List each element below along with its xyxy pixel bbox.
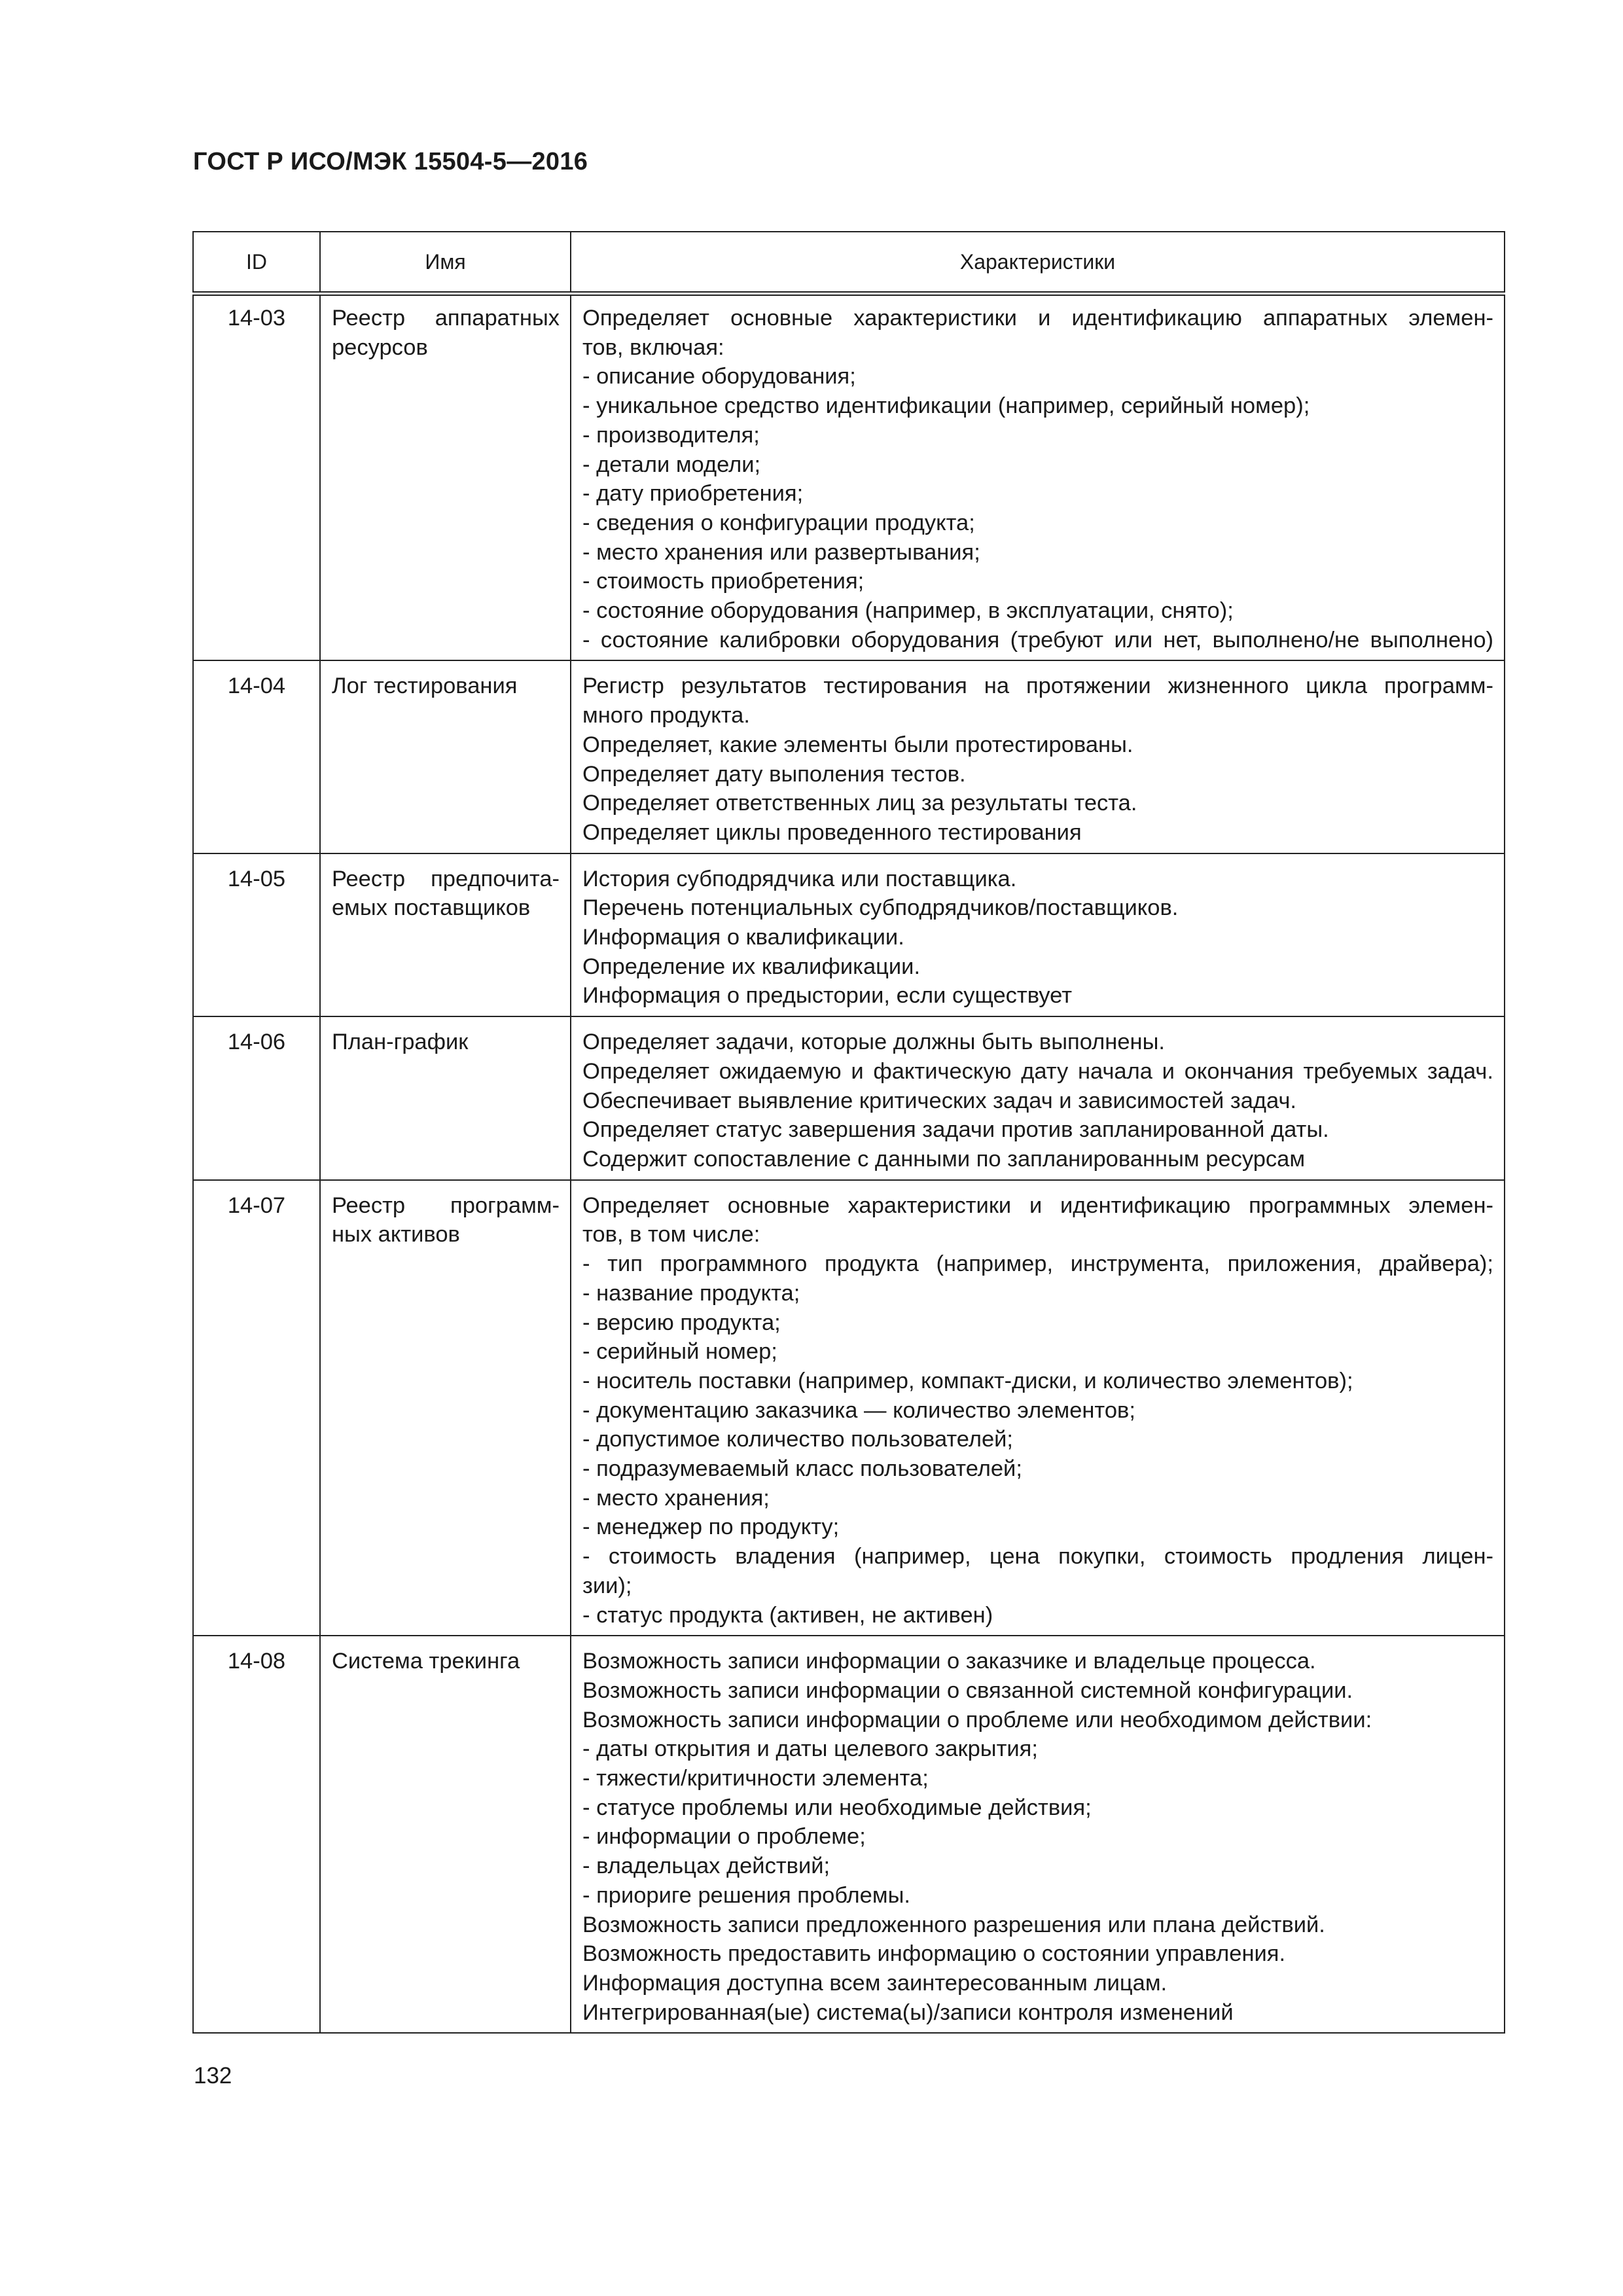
characteristics-line: Содержит сопоставление с данными по запланированным ресурсам bbox=[582, 1146, 1306, 1172]
characteristics-line: Информация о квалификации. bbox=[582, 925, 904, 950]
row-id: 14-03 bbox=[193, 294, 320, 661]
characteristics-line: - серийный номер; bbox=[582, 1339, 777, 1365]
characteristics-line: Перечень потенциальных субподрядчиков/поставщиков. bbox=[582, 895, 1179, 921]
row-name: Лог тестирования bbox=[320, 660, 571, 853]
table-row bbox=[193, 660, 1505, 853]
characteristics-line: - состояние оборудования (например, в эксплуатации, снято); bbox=[582, 598, 1234, 624]
characteristics-line: - статусе проблемы или необходимые действия; bbox=[582, 1795, 1092, 1820]
characteristics-line: - описание оборудования; bbox=[582, 364, 856, 389]
row-name: Реестр аппаратных ресурсов bbox=[320, 294, 571, 661]
characteristics-line: - стоимость владения (например, цена покупки, стоимость продления лицен- bbox=[582, 1544, 1493, 1570]
row-name: Система трекинга bbox=[320, 1636, 571, 2033]
characteristics-line: Возможность записи информации о заказчике и владельце процесса. bbox=[582, 1649, 1316, 1674]
characteristics-line: много продукта. bbox=[582, 703, 750, 728]
work-products-table bbox=[192, 231, 1505, 2034]
characteristics-line: - подразумеваемый класс пользователей; bbox=[582, 1456, 1022, 1482]
characteristics-line: - документацию заказчика — количество элементов; bbox=[582, 1397, 1135, 1423]
characteristics-line: Определяет дату выполения тестов. bbox=[582, 761, 966, 787]
characteristics-line: - место хранения или развертывания; bbox=[582, 539, 980, 565]
characteristics-line: - даты открытия и даты целевого закрытия; bbox=[582, 1736, 1038, 1762]
characteristics-line: - допустимое количество пользователей; bbox=[582, 1427, 1014, 1452]
table-row bbox=[193, 853, 1505, 1017]
characteristics-line: Информация доступна всем заинтересованным лицам. bbox=[582, 1970, 1168, 1996]
row-name: План-график bbox=[320, 1016, 571, 1180]
row-characteristics bbox=[571, 1636, 1505, 2033]
page-number: 132 bbox=[194, 2063, 232, 2089]
characteristics-line: - тяжести/критичности элемента; bbox=[582, 1766, 929, 1791]
characteristics-line: Определяет статус завершения задачи против запланированной даты. bbox=[582, 1117, 1329, 1143]
table-row bbox=[193, 1180, 1505, 1636]
characteristics-line: тов, включая: bbox=[582, 334, 724, 360]
characteristics-line: тов, в том числе: bbox=[582, 1222, 760, 1247]
characteristics-line: Регистр результатов тестирования на протяжении жизненного цикла программ- bbox=[582, 673, 1493, 699]
column-header-characteristics: Характеристики bbox=[571, 232, 1505, 294]
work-products-table-container bbox=[192, 231, 1505, 2034]
row-name: Реестр предпочита-емых поставщиков bbox=[320, 853, 571, 1017]
characteristics-line: - детали модели; bbox=[582, 452, 761, 477]
column-header-name: Имя bbox=[320, 232, 571, 294]
table-header-row bbox=[193, 232, 1505, 294]
table-row bbox=[193, 294, 1505, 661]
characteristics-line: Определяет, какие элементы были протестированы. bbox=[582, 732, 1133, 757]
characteristics-line: - производителя; bbox=[582, 422, 760, 448]
row-id: 14-04 bbox=[193, 660, 320, 853]
characteristics-line: - название продукта; bbox=[582, 1280, 800, 1306]
characteristics-line: - дату приобретения; bbox=[582, 481, 804, 507]
row-characteristics bbox=[571, 1016, 1505, 1180]
characteristics-line: Определяет циклы проведенного тестирования bbox=[582, 819, 1082, 845]
characteristics-line: - приориге решения проблемы. bbox=[582, 1882, 910, 1908]
characteristics-line: - стоимость приобретения; bbox=[582, 569, 865, 594]
characteristics-line: - уникальное средство идентификации (например, серийный номер); bbox=[582, 393, 1310, 419]
characteristics-line: Обеспечивает выявление критических задач и зависимостей задач. bbox=[582, 1088, 1297, 1113]
row-name: Реестр программ-ных активов bbox=[320, 1180, 571, 1636]
row-id: 14-06 bbox=[193, 1016, 320, 1180]
characteristics-line: - версию продукта; bbox=[582, 1310, 781, 1335]
characteristics-line: - информации о проблеме; bbox=[582, 1824, 866, 1850]
characteristics-line: Определяет основные характеристики и идентификацию программных элемен- bbox=[582, 1193, 1493, 1218]
characteristics-line: - менеджер по продукту; bbox=[582, 1515, 840, 1540]
table-row bbox=[193, 1016, 1505, 1180]
characteristics-line: Возможность записи информации о связанной системной конфигурации. bbox=[582, 1677, 1353, 1703]
characteristics-line: Интегрированная(ые) система(ы)/записи контроля изменений bbox=[582, 2000, 1234, 2025]
table-row bbox=[193, 1636, 1505, 2033]
characteristics-line: зии); bbox=[582, 1573, 632, 1598]
characteristics-line: - статус продукта (активен, не активен) bbox=[582, 1602, 993, 1628]
characteristics-line: Определение их квалификации. bbox=[582, 954, 921, 979]
characteristics-line: - сведения о конфигурации продукта; bbox=[582, 510, 975, 535]
document-header: ГОСТ Р ИСО/МЭК 15504-5—2016 bbox=[193, 148, 588, 175]
characteristics-line: Возможность записи информации о проблеме или необходимом действии: bbox=[582, 1707, 1372, 1732]
characteristics-line: - тип программного продукта (например, инструмента, приложения, драйвера); bbox=[582, 1251, 1493, 1277]
characteristics-line: - место хранения; bbox=[582, 1485, 770, 1511]
characteristics-line: Определяет ответственных лиц за результаты теста. bbox=[582, 791, 1137, 816]
characteristics-line: История субподрядчика или поставщика. bbox=[582, 866, 1017, 891]
characteristics-line: Информация о предыстории, если существует bbox=[582, 983, 1072, 1009]
characteristics-line: Определяет задачи, которые должны быть выполнены. bbox=[582, 1030, 1165, 1055]
characteristics-line: - состояние калибровки оборудования (требуют или нет, выполнено/не выполнено) bbox=[582, 627, 1493, 653]
row-characteristics bbox=[571, 853, 1505, 1017]
row-id: 14-08 bbox=[193, 1636, 320, 2033]
row-characteristics bbox=[571, 660, 1505, 853]
characteristics-line: Возможность записи предложенного разрешения или плана действий. bbox=[582, 1912, 1325, 1937]
characteristics-line: Определяет основные характеристики и идентификацию аппаратных элемен- bbox=[582, 306, 1493, 331]
row-characteristics bbox=[571, 294, 1505, 661]
characteristics-line: Определяет ожидаемую и фактическую дату начала и окончания требуемых задач. bbox=[582, 1058, 1493, 1084]
row-characteristics bbox=[571, 1180, 1505, 1636]
characteristics-line: - владельцах действий; bbox=[582, 1854, 830, 1879]
characteristics-line: Возможность предоставить информацию о состоянии управления. bbox=[582, 1941, 1286, 1967]
row-id: 14-07 bbox=[193, 1180, 320, 1636]
column-header-id: ID bbox=[193, 232, 320, 294]
row-id: 14-05 bbox=[193, 853, 320, 1017]
characteristics-line: - носитель поставки (например, компакт-диски, и количество элементов); bbox=[582, 1368, 1353, 1393]
table-body bbox=[193, 294, 1505, 2034]
